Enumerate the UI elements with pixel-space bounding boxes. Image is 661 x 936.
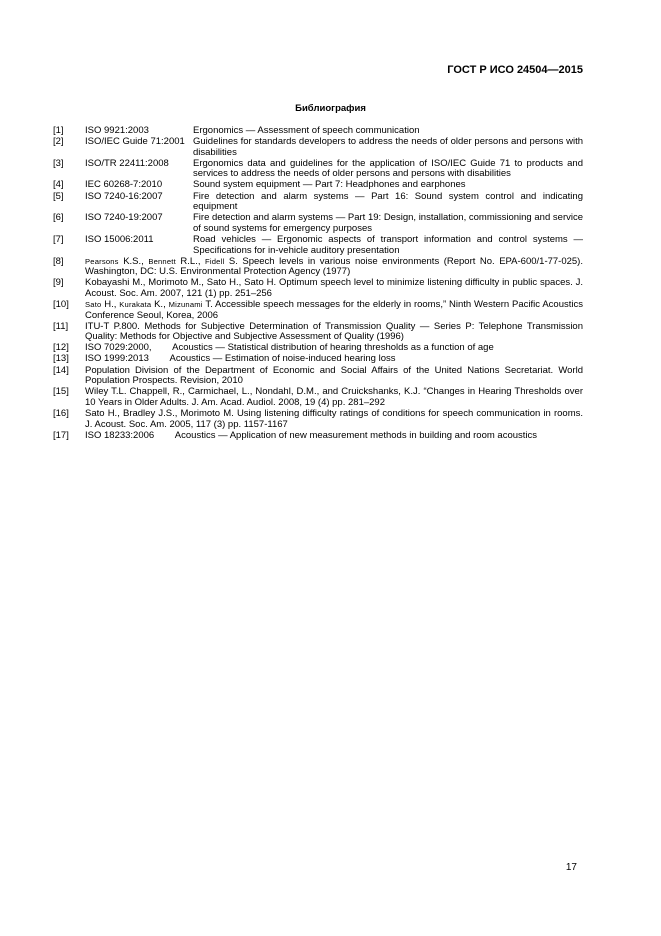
- standard-code-header: ГОСТ Р ИСО 24504—2015: [447, 64, 583, 76]
- entry-number: [3]: [53, 157, 64, 169]
- bib-entry-12: [53, 343, 583, 354]
- entry-number: [10]: [53, 299, 69, 310]
- entry-text: Kobayashi M., Morimoto M., Sato H., Sato H. Optimum speech level to minimize listening difficulty in public spaces. J. Acoust. Soc. Am. 2007, 121 (1) pp. 251–256: [85, 277, 583, 299]
- entry-text: Population Division of the Department of Economic and Social Affairs of the United Nations Secretariat. World Population Prospects. Revision, 2010: [85, 364, 583, 387]
- page-number: 17: [565, 862, 577, 873]
- entry-number: [7]: [53, 233, 64, 245]
- entry-description: Ergonomics data and guidelines for the application of ISO/IEC Guide 71 to products and services to address the needs of older persons and persons with disabilities: [193, 157, 583, 180]
- entry-code: ISO/IEC Guide 71:2001: [85, 136, 185, 148]
- entry-code: ISO/TR 22411:2008: [85, 157, 169, 169]
- entry-number: [13]: [53, 353, 69, 365]
- bib-entry-4: [53, 180, 583, 191]
- entry-text: Sato H., Bradley J.S., Morimoto M. Using listening difficulty ratings of conditions for speech communication in rooms. J. Acoust. Soc. Am. 2005, 117 (3) pp. 1157-1167: [85, 407, 583, 430]
- entry-number: [2]: [53, 136, 64, 148]
- entry-number: [17]: [53, 429, 69, 441]
- entry-text: ISO 7029:2000, Acoustics — Statistical distribution of hearing thresholds as a function of age: [85, 342, 494, 354]
- bib-entry-14: [53, 366, 583, 387]
- entry-text: Accessible speech messages for the elderly in rooms,” Ninth Western Pacific Acoustics Conference Seoul, Korea, 2006: [85, 299, 583, 321]
- entry-number: [16]: [53, 407, 69, 419]
- bib-entry-17: [53, 431, 583, 442]
- entry-code: ISO 7240-19:2007: [85, 212, 163, 224]
- bib-entry-2: [53, 137, 583, 158]
- entry-text: Wiley T.L. Chappell, R., Carmichael, L., Nondahl, D.M., and Cruickshanks, K.J. “Changes in Hearing Thresholds over 10 Years in Older Adults. J. Am. Acad. Audiol. 2008, 19 (4) pp. 281–292: [85, 386, 583, 408]
- entry-text-block: [85, 257, 583, 278]
- entry-text-block: [85, 300, 583, 321]
- entry-number: [6]: [53, 212, 64, 224]
- entry-number: [1]: [53, 125, 64, 136]
- bib-entry-3: [53, 159, 583, 180]
- bib-entry-11: [53, 322, 583, 343]
- author-initials: H.,: [101, 299, 120, 310]
- bibliography-list: [53, 126, 583, 442]
- bib-entry-15: [53, 387, 583, 408]
- entry-description: Ergonomics — Assessment of speech communication: [193, 125, 420, 136]
- bib-entry-5: [53, 192, 583, 213]
- author-surname: Mizunami: [168, 300, 203, 309]
- author-initials: R.L.,: [175, 255, 205, 267]
- bib-entry-16: [53, 409, 583, 430]
- entry-code: ISO 9921:2003: [85, 125, 149, 136]
- entry-number: [5]: [53, 190, 64, 202]
- bib-entry-10: [53, 300, 583, 321]
- entry-text: ISO 1999:2013 Acoustics — Estimation of noise-induced hearing loss: [85, 353, 396, 365]
- entry-number: [9]: [53, 277, 64, 289]
- author-surname: Pearsons: [85, 256, 119, 266]
- author-initials: K.S.,: [118, 255, 149, 267]
- entry-number: [11]: [53, 320, 69, 332]
- author-surname: Kurakata: [119, 300, 152, 309]
- entry-code: IEC 60268-7:2010: [85, 179, 163, 191]
- bib-entry-13: [53, 354, 583, 365]
- entry-number: [12]: [53, 342, 69, 354]
- entry-text: Speech levels in various noise environments (Report No. EPA-600/1-77-025). Washington, DC: U.S. Environmental Protection Agency (1977): [85, 255, 583, 278]
- entry-text: ISO 18233:2006 Acoustics — Application of new measurement methods in building and room acoustics: [85, 429, 538, 441]
- bib-entry-6: [53, 213, 583, 234]
- author-initials: S.: [224, 255, 238, 267]
- entry-description: Fire detection and alarm systems — Part 16: Sound system control and indicating equipment: [193, 190, 583, 213]
- author-surname: Bennett: [148, 256, 176, 266]
- bib-entry-9: [53, 278, 583, 299]
- author-surname: Sato: [85, 300, 102, 309]
- entry-code: ISO 15006:2011: [85, 233, 154, 245]
- bib-entry-8: [53, 257, 583, 278]
- bibliography-title: Библиография: [295, 103, 366, 114]
- entry-text: ITU-T P.800. Methods for Subjective Determination of Transmission Quality — Series P: Telephone Transmission Quality: Methods for Objective and Subjective Assessment of Quality (1996): [85, 320, 583, 343]
- entry-number: [8]: [53, 255, 64, 267]
- entry-number: [14]: [53, 364, 69, 376]
- entry-number: [15]: [53, 386, 69, 398]
- entry-description: Guidelines for standards developers to address the needs of older persons and persons with disabilities: [193, 136, 583, 158]
- author-initials: T.: [202, 299, 213, 310]
- author-initials: K.,: [151, 299, 169, 310]
- bib-entry-1: [53, 126, 583, 137]
- entry-number: [4]: [53, 179, 64, 191]
- entry-description: Fire detection and alarm systems — Part 19: Design, installation, commissioning and service of sound systems for emergency purposes: [193, 212, 583, 234]
- bib-entry-7: [53, 235, 583, 256]
- entry-code: ISO 7240-16:2007: [85, 190, 163, 202]
- entry-description: Road vehicles — Ergonomic aspects of transport information and control systems — Specifications for in-vehicle auditory presentation: [193, 233, 583, 256]
- author-surname: Fidell: [204, 256, 225, 266]
- entry-description: Sound system equipment — Part 7: Headphones and earphones: [193, 179, 466, 191]
